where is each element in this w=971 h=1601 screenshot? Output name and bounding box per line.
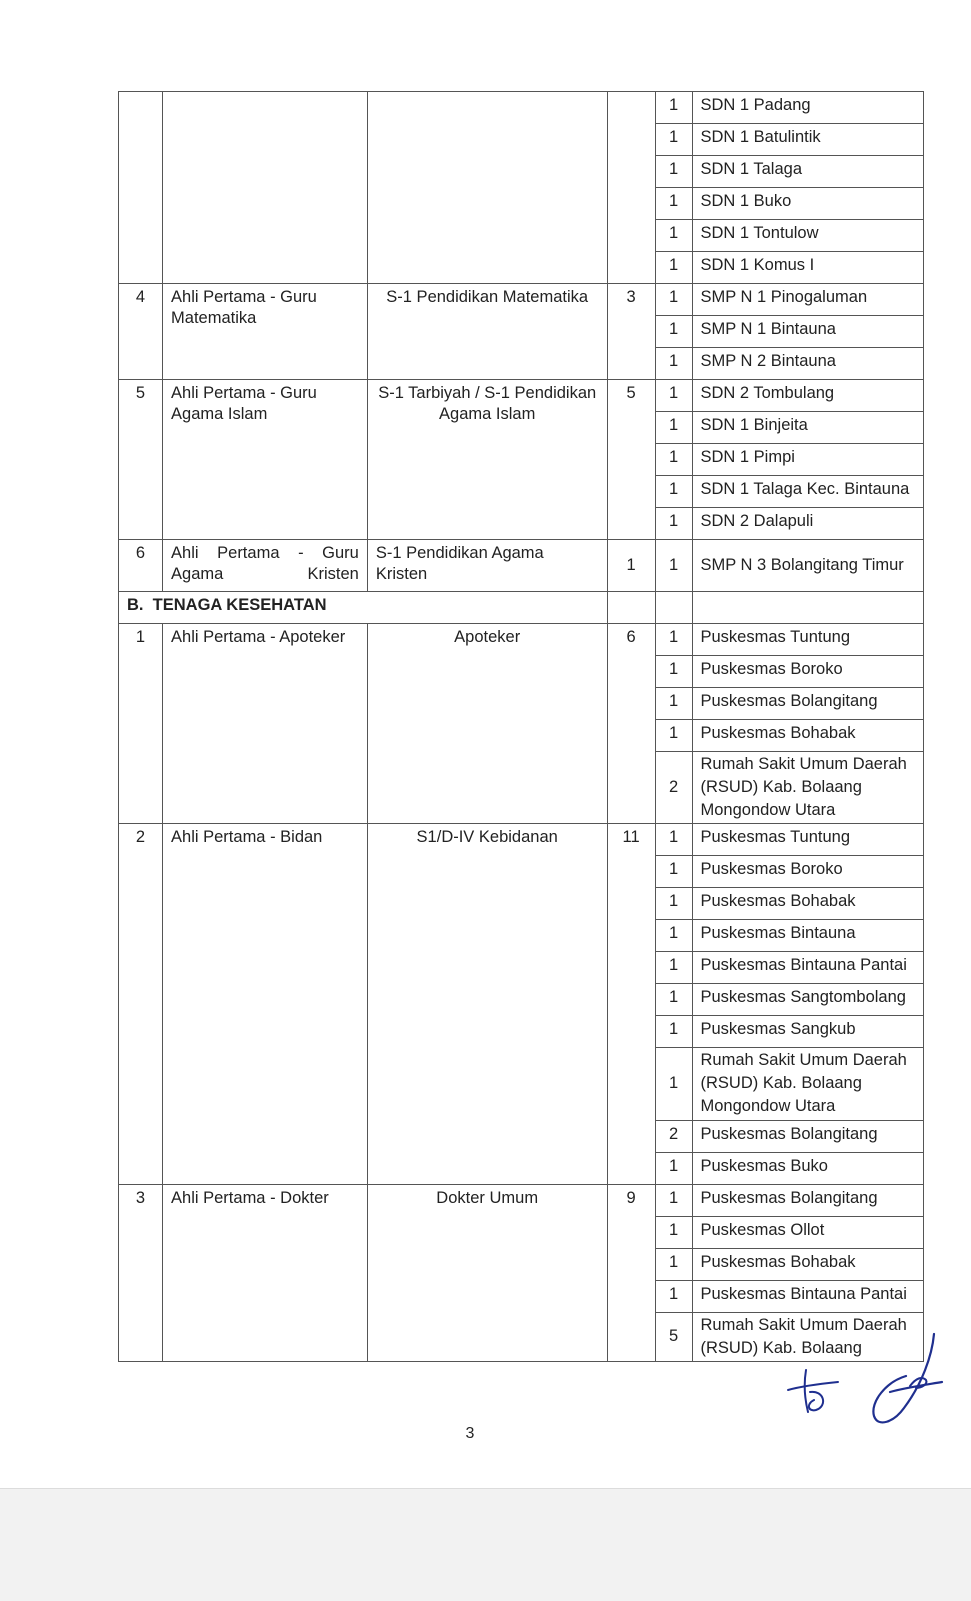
location-cell: SDN 1 Buko: [692, 188, 924, 220]
qty-cell: 1: [655, 920, 692, 952]
no-cell: 4: [119, 284, 163, 380]
location-cell: Puskesmas Ollot: [692, 1216, 924, 1248]
location-cell: [692, 592, 924, 624]
location-cell: Rumah Sakit Umum Daerah (RSUD) Kab. Bolaang Mongondow Utara: [692, 1048, 924, 1120]
qty-cell: 1: [655, 888, 692, 920]
qty-cell: 1: [655, 540, 692, 592]
location-cell: SDN 1 Binjeita: [692, 412, 924, 444]
location-cell: Puskesmas Bohabak: [692, 888, 924, 920]
location-cell: Puskesmas Sangtombolang: [692, 984, 924, 1016]
qty-cell: 1: [655, 316, 692, 348]
qty-cell: 1: [655, 508, 692, 540]
location-cell: SDN 2 Dalapuli: [692, 508, 924, 540]
qty-cell: 1: [655, 188, 692, 220]
location-cell: Rumah Sakit Umum Daerah (RSUD) Kab. Bolaang: [692, 1312, 924, 1361]
total-cell: 3: [607, 284, 655, 380]
qty-cell: 1: [655, 856, 692, 888]
location-cell: SMP N 1 Bintauna: [692, 316, 924, 348]
qty-cell: 1: [655, 348, 692, 380]
no-cell: 3: [119, 1184, 163, 1361]
qty-cell: 1: [655, 1152, 692, 1184]
no-cell: [119, 92, 163, 284]
position-cell: Ahli Pertama - Guru Matematika: [163, 284, 368, 380]
qty-cell: 1: [655, 92, 692, 124]
table-row: [119, 624, 924, 656]
qty-cell: 1: [655, 284, 692, 316]
location-cell: SDN 1 Talaga: [692, 156, 924, 188]
qty-cell: [655, 592, 692, 624]
section-title: TENAGA KESEHATAN: [152, 596, 327, 614]
no-cell: 1: [119, 624, 163, 824]
location-cell: Puskesmas Tuntung: [692, 824, 924, 856]
position-cell: [163, 92, 368, 284]
position-cell: Ahli Pertama - Bidan: [163, 824, 368, 1184]
location-cell: Puskesmas Bolangitang: [692, 1184, 924, 1216]
education-cell: S1/D-IV Kebidanan: [367, 824, 607, 1184]
location-cell: SDN 1 Tontulow: [692, 220, 924, 252]
position-cell: Ahli Pertama - Guru Agama Kristen: [163, 540, 368, 592]
section-label: B.: [127, 596, 144, 614]
total-cell: 11: [607, 824, 655, 1184]
no-cell: 2: [119, 824, 163, 1184]
qty-cell: 1: [655, 1184, 692, 1216]
location-cell: Puskesmas Bintauna: [692, 920, 924, 952]
qty-cell: 1: [655, 720, 692, 752]
qty-cell: 1: [655, 444, 692, 476]
qty-cell: 1: [655, 624, 692, 656]
total-cell: 9: [607, 1184, 655, 1361]
table-row: [119, 380, 924, 412]
location-cell: SMP N 2 Bintauna: [692, 348, 924, 380]
qty-cell: 1: [655, 380, 692, 412]
qty-cell: 2: [655, 1120, 692, 1152]
total-cell: 6: [607, 624, 655, 824]
table-row: [119, 540, 924, 592]
formation-table: [118, 91, 924, 1362]
location-cell: Puskesmas Bohabak: [692, 720, 924, 752]
qty-cell: 1: [655, 824, 692, 856]
page-number: 3: [465, 1425, 475, 1442]
qty-cell: 1: [655, 476, 692, 508]
qty-cell: 1: [655, 1048, 692, 1120]
position-cell: Ahli Pertama - Apoteker: [163, 624, 368, 824]
table-row: [119, 1184, 924, 1216]
table-row: [119, 92, 924, 124]
qty-cell: 1: [655, 252, 692, 284]
qty-cell: 1: [655, 984, 692, 1016]
location-cell: Puskesmas Boroko: [692, 656, 924, 688]
education-cell: Dokter Umum: [367, 1184, 607, 1361]
scan-bottom-margin: [0, 1488, 971, 1601]
qty-cell: 1: [655, 124, 692, 156]
location-cell: SMP N 1 Pinogaluman: [692, 284, 924, 316]
education-cell: S-1 Pendidikan Matematika: [367, 284, 607, 380]
location-cell: SDN 1 Pimpi: [692, 444, 924, 476]
location-cell: Puskesmas Bolangitang: [692, 1120, 924, 1152]
no-cell: 5: [119, 380, 163, 540]
location-cell: Rumah Sakit Umum Daerah (RSUD) Kab. Bolaang Mongondow Utara: [692, 752, 924, 824]
location-cell: Puskesmas Tuntung: [692, 624, 924, 656]
qty-cell: 1: [655, 220, 692, 252]
table-row: [119, 824, 924, 856]
location-cell: SDN 1 Batulintik: [692, 124, 924, 156]
total-cell: 5: [607, 380, 655, 540]
education-cell: Apoteker: [367, 624, 607, 824]
location-cell: Puskesmas Bintauna Pantai: [692, 1280, 924, 1312]
location-cell: SDN 1 Padang: [692, 92, 924, 124]
location-cell: Puskesmas Boroko: [692, 856, 924, 888]
qty-cell: 1: [655, 1280, 692, 1312]
qty-cell: 1: [655, 656, 692, 688]
qty-cell: 1: [655, 1016, 692, 1048]
education-cell: S-1 Tarbiyah / S-1 Pendidikan Agama Islam: [367, 380, 607, 540]
position-cell: Ahli Pertama - Guru Agama Islam: [163, 380, 368, 540]
section-row: [119, 592, 924, 624]
section-title-cell: [119, 592, 608, 624]
location-cell: Puskesmas Bintauna Pantai: [692, 952, 924, 984]
qty-cell: 5: [655, 1312, 692, 1361]
qty-cell: 1: [655, 412, 692, 444]
education-cell: S-1 Pendidikan Agama Kristen: [367, 540, 607, 592]
initial-signature: [780, 1362, 850, 1420]
qty-cell: 1: [655, 156, 692, 188]
qty-cell: 2: [655, 752, 692, 824]
total-cell: 1: [607, 540, 655, 592]
location-cell: SMP N 3 Bolangitang Timur: [692, 540, 924, 592]
qty-cell: 1: [655, 688, 692, 720]
location-cell: Puskesmas Sangkub: [692, 1016, 924, 1048]
location-cell: Puskesmas Bohabak: [692, 1248, 924, 1280]
location-cell: Puskesmas Buko: [692, 1152, 924, 1184]
location-cell: SDN 2 Tombulang: [692, 380, 924, 412]
qty-cell: 1: [655, 1248, 692, 1280]
total-cell: [607, 592, 655, 624]
position-cell: Ahli Pertama - Dokter: [163, 1184, 368, 1361]
location-cell: Puskesmas Bolangitang: [692, 688, 924, 720]
location-cell: SDN 1 Talaga Kec. Bintauna: [692, 476, 924, 508]
education-cell: [367, 92, 607, 284]
table-row: [119, 284, 924, 316]
location-cell: SDN 1 Komus I: [692, 252, 924, 284]
no-cell: 6: [119, 540, 163, 592]
official-signature: [860, 1330, 950, 1430]
qty-cell: 1: [655, 1216, 692, 1248]
total-cell: [607, 92, 655, 284]
qty-cell: 1: [655, 952, 692, 984]
